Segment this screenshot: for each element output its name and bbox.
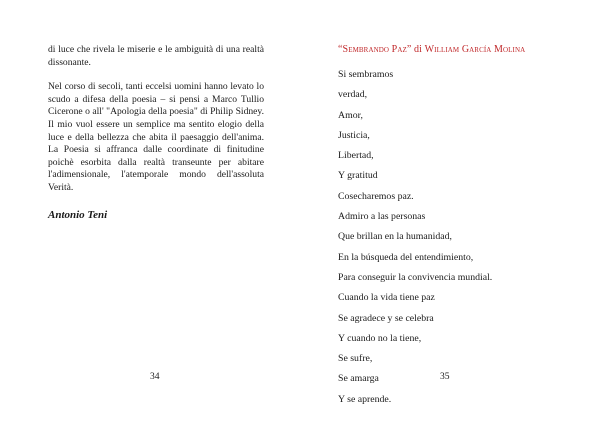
verse-line: Cosecharemos paz. (338, 190, 414, 202)
poem-verses (338, 65, 568, 410)
verse-line: Se agradece y se celebra (338, 312, 434, 324)
verse-line: Justicia, (338, 129, 370, 141)
verse-line: Que brillan en la humanidad, (338, 231, 452, 243)
paragraph-1: di luce che rivela le miserie e le ambiguità di una realtà dissonante. (48, 44, 264, 68)
poem-title-name: “Sembrando Paz” (338, 44, 412, 55)
verse-line: Libertad, (338, 150, 374, 162)
verse-line: Si sembramos (338, 69, 394, 80)
verse-line: Y se aprende. (338, 393, 392, 405)
page-number-left: 34 (150, 371, 160, 382)
verse-line: Amor, (338, 109, 363, 121)
verse-line: Y cuando no la tiene, (338, 332, 422, 344)
left-page (48, 44, 264, 221)
page-number-right: 35 (440, 371, 450, 382)
verse-line: Para conseguir la convivencia mundial. (338, 271, 493, 283)
poem-title (338, 44, 568, 55)
author-signature: Antonio Teni (48, 208, 108, 221)
verse-line: Se amarga (338, 373, 379, 385)
verse-line: Cuando la vida tiene paz (338, 292, 435, 304)
poem-title-by: di (414, 44, 422, 55)
verse-line: Se sufre, (338, 353, 373, 365)
poem-title-author: William García Molina (424, 44, 526, 55)
verse-line: En la búsqueda del entendimiento, (338, 251, 474, 263)
paragraph-2: Nel corso di secoli, tanti eccelsi uomini hanno levato lo scudo a difesa della poesia – si pensi a Marco Tullio Cicerone o all' "Apologia della poesia" di Philip Sidney. Il mio vuol essere un semplice ma sentito elogio della luce e della bellezza che abita il paesaggio dell'anima. La Poesia si affranca dalle coordinate di finitudine poichè esorbita dalla realtà transeunte per abitare l'adimensionale, l'atemporale mondo dell'assoluta Verità. (48, 81, 264, 193)
verse-line: verdad, (338, 89, 368, 101)
right-page (338, 44, 568, 410)
verse-line: Admiro a las personas (338, 211, 426, 223)
verse-line: Y gratitud (338, 170, 378, 182)
